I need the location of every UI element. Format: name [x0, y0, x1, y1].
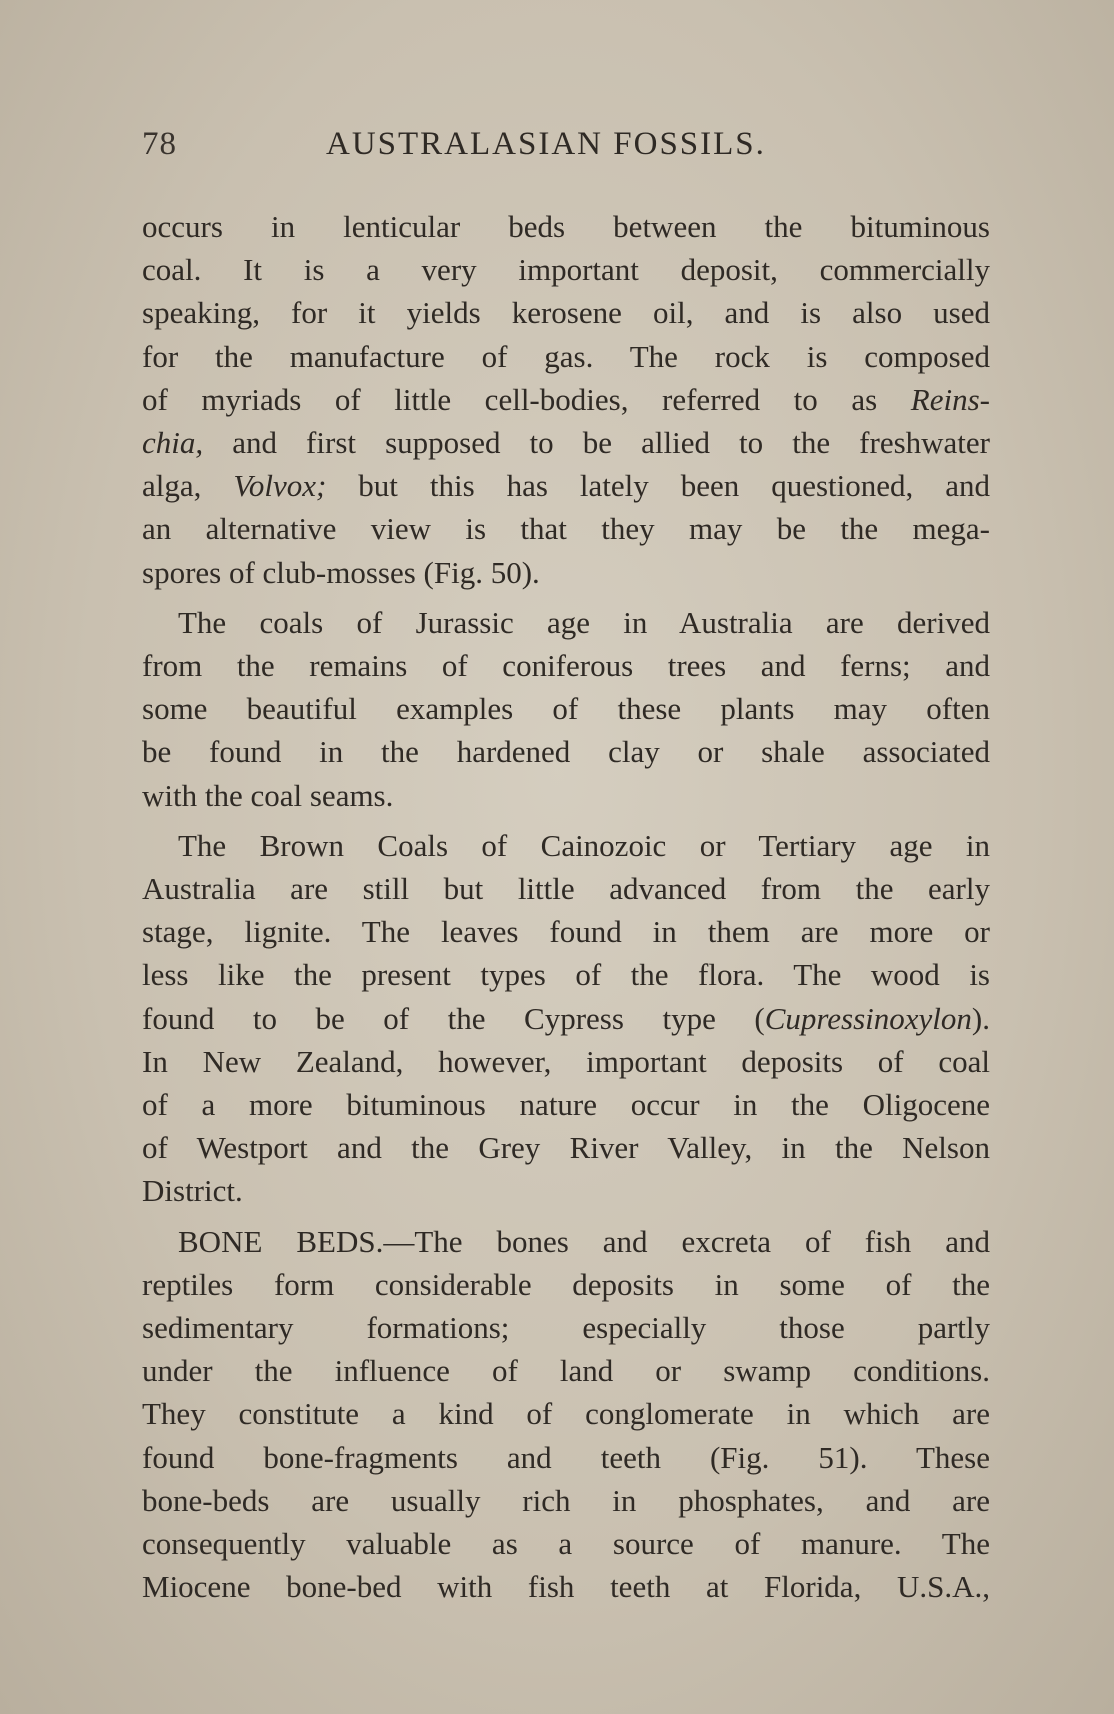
text-line: with the coal seams. [142, 777, 394, 813]
text-line: an alternative view is that they may be the mega- [142, 511, 990, 547]
text-line: some beautiful examples of these plants may often [142, 691, 990, 727]
text-line: In New Zealand, however, important deposits of coal [142, 1043, 990, 1079]
text-line: District. [142, 1173, 243, 1209]
page-header [142, 126, 990, 170]
text-line: under the influence of land or swamp conditions. [142, 1353, 990, 1389]
text-line: less like the present types of the flora. The wood is [142, 957, 990, 993]
text-line: bone-beds are usually rich in phosphates, and are [142, 1482, 990, 1518]
paragraph [142, 1220, 990, 1609]
text-line: be found in the hardened clay or shale associated [142, 734, 990, 770]
text-line: for the manufacture of gas. The rock is composed [142, 338, 990, 374]
text-line: from the remains of coniferous trees and ferns; and [142, 648, 990, 684]
text-line: of myriads of little cell-bodies, referred to as Reins- [142, 381, 990, 417]
text-line: occurs in lenticular beds between the bituminous [142, 209, 990, 244]
text-line: The coals of Jurassic age in Australia are derived [178, 604, 990, 640]
page-number: 78 [142, 126, 177, 162]
text-line: alga, Volvox; but this has lately been questioned, and [142, 468, 991, 504]
text-line: found bone-fragments and teeth (Fig. 51). These [142, 1439, 990, 1475]
text-line: sedimentary formations; especially those partly [142, 1310, 990, 1346]
paragraph [142, 205, 990, 594]
text-line: They constitute a kind of conglomerate in which are [142, 1396, 990, 1432]
text-line: Miocene bone-bed with fish teeth at Florida, U.S.A., [142, 1569, 990, 1605]
text-line: spores of club-mosses (Fig. 50). [142, 554, 540, 590]
text-line: BONE BEDS.—The bones and excreta of fish and [178, 1223, 990, 1259]
text-line: coal. It is a very important deposit, commercially [142, 252, 990, 288]
running-title: AUSTRALASIAN FOSSILS. [326, 126, 766, 162]
text-line: of a more bituminous nature occur in the Oligocene [142, 1087, 990, 1123]
text-line: chia, and first supposed to be allied to the freshwater [142, 425, 990, 461]
text-line: speaking, for it yields kerosene oil, and is also used [142, 295, 990, 331]
text-line: of Westport and the Grey River Valley, in the Nelson [142, 1130, 990, 1166]
text-line: consequently valuable as a source of manure. The [142, 1526, 990, 1562]
text-line: found to be of the Cypress type (Cupressinoxylon). [142, 1000, 990, 1036]
text-line: The Brown Coals of Cainozoic or Tertiary age in [178, 827, 990, 863]
text-line: reptiles form considerable deposits in some of the [142, 1266, 990, 1302]
paragraph [142, 601, 990, 817]
text-line: Australia are still but little advanced from the early [142, 871, 990, 907]
text-line: stage, lignite. The leaves found in them are more or [142, 914, 990, 950]
body-text [142, 205, 990, 1609]
paragraph [142, 824, 990, 1213]
